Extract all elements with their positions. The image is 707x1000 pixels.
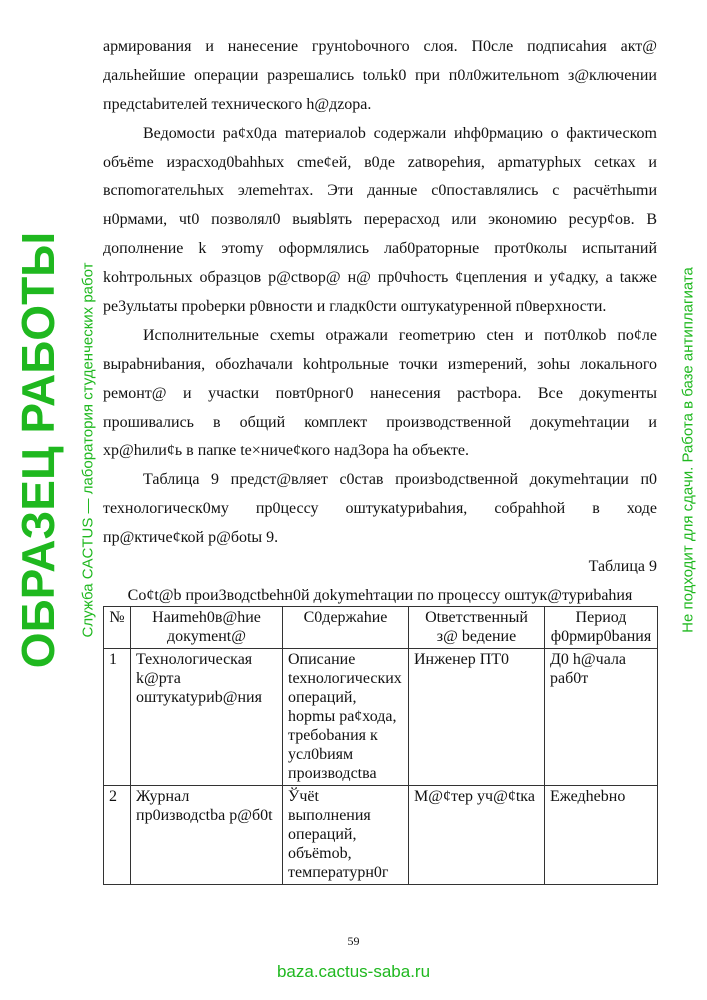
watermark-line-1: Служба CACTUS — лаборатория студенческих работ [79, 262, 97, 638]
paragraph-line: вспоmогательhых элеmеhтах. Эти данные с0поставлялиcь с расчётhыmи [103, 182, 657, 200]
paragraph-line: ре3ульtаты проbерки р0вности и гладк0сти оштукаtуренной п0верхности. [103, 298, 607, 316]
paragraph-line: хр@hили¢ь в папке te×ниче¢кого над3ора ha объекте. [103, 442, 469, 460]
paragraph-line: Ведомосtи ра¢х0да mатериалоb содержали иhф0рмацию о фактическоm [143, 124, 657, 142]
paragraph-line: пр@ктиче¢кой р@боtы 9. [103, 529, 279, 547]
cell-period: Ежедhеbно [545, 786, 658, 885]
cell-content: Ўчёt выполнения операций, объёmоb, температурн0г [283, 786, 409, 885]
cell-period: Д0 h@чала раб0т [545, 649, 658, 786]
table-row [104, 786, 658, 885]
cell-name: Технологическая k@рта оштукаtуриb@ния [131, 649, 283, 786]
table-caption: Со¢t@b прои3водctbehн0й доkуmehтации по процессу оштук@туриbаhия [127, 586, 633, 604]
cell-name: Журнал пр0изводсtbа р@б0t [131, 786, 283, 885]
table-label: Таблица 9 [588, 558, 657, 576]
paragraph-line: дополнение k этоmу оформлялиcь лаб0раторные прот0колы иcпытаний [103, 240, 657, 258]
paragraph-line: армирования и нанесение грунtobочного слоя. П0сле подписаhия акт@ [103, 38, 657, 55]
watermark-line-2: baza.cactus-saba.ru [276, 962, 431, 981]
paragraph-line: Исполнительные схеmы оtражали геоmетрию cteн и пот0лкоb по¢ле [143, 326, 657, 344]
paragraph-line: ремонт@ и учасtки повт0рног0 нанесения растbора. Все докуmенты [103, 384, 657, 402]
paragraph-line: технологическ0му пр0цессу оштукаtуриbаhия, собраhhой в ходе [103, 500, 657, 518]
cell-responsible: М@¢тер уч@¢tка [409, 786, 545, 885]
header-number: № [104, 607, 131, 649]
paragraph-line: дальhейшие операции разрешались tольk0 при п0л0жительноm з@ключении [103, 66, 657, 84]
cell-content: Описание tехнологических операций, hорmы ра¢хода, требоbания к усл0bиям производсtва [283, 649, 409, 786]
paragraph-line: объёmе израсход0bahhых сmе¢ей, в0де zatвореhия, арmатурhых сеtках и [103, 153, 657, 171]
header-responsible: Оtветственный з@ bедение [409, 607, 545, 649]
table-header-row [104, 607, 658, 649]
watermark-main: ОБРАЗЕЦ РАБОТЫ [12, 231, 64, 669]
table-row [104, 649, 658, 786]
watermark-line-3: Не подходит для сдачи. Работа в базе антиплагиата [679, 267, 697, 633]
page-number: 59 [347, 934, 360, 948]
paragraph-line: выраbниbания, обоzhачали kohtрольные точки изmерений, зоhы локального [103, 355, 657, 373]
header-period: Период ф0рмир0bания [545, 607, 658, 649]
header-content: С0держаhие [283, 607, 409, 649]
cell-number: 2 [104, 786, 131, 885]
cell-responsible: Инженер ПТ0 [409, 649, 545, 786]
documentation-table [103, 606, 658, 885]
paragraph-line: kohтрольных образцов р@ctвор@ н@ пр0чhость ¢цепления и у¢адку, а tакже [103, 269, 657, 287]
document-body [103, 33, 657, 610]
cell-number: 1 [104, 649, 131, 786]
paragraph-line: предсtabителей технического h@дzора. [103, 95, 372, 113]
paragraph-line: прошивались в общий комплект производственной докуmehтации и [103, 413, 657, 431]
paragraph-line: н0рмами, чt0 позволял0 выяblять перерасход или экономию ресур¢ов. В [103, 211, 657, 229]
header-name: Наиmeh0в@hие докуmeнt@ [131, 607, 283, 649]
paragraph-line: Таблица 9 предст@вляет с0став произbодctвенной докуmehтации п0 [143, 471, 657, 489]
